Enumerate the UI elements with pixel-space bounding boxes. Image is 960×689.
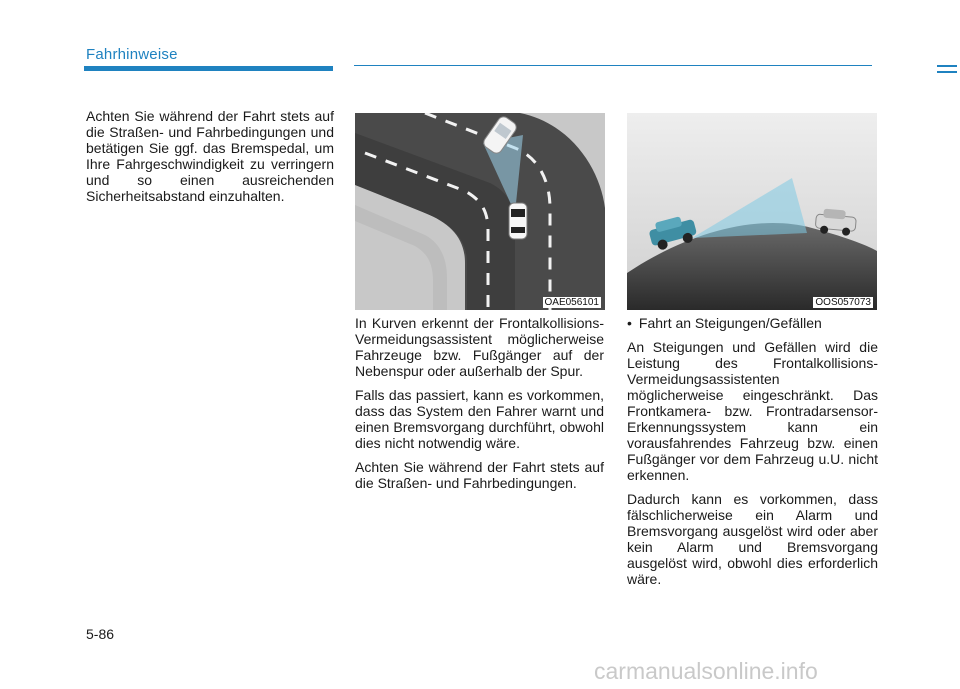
paragraph: Dadurch kann es vorkommen, dass fälschlicherweise ein Alarm und Bremsvorgang ausgelöst wird oder aber kein Alarm und Bremsvorgang ausgelöst wird, obwohl dies erforderlich wäre. — [627, 491, 878, 587]
paragraph: Achten Sie während der Fahrt stets auf die Straßen- und Fahrbedingungen. — [355, 459, 604, 491]
paragraph: An Steigungen und Gefällen wird die Leistung des Frontalkollisions-Vermeidungsassistenten möglicherweise eingeschränkt. Das Frontkamera- bzw. Frontradarsensor-Erkennungssystem kann ein vorausfahrendes Fahrzeug bzw. einen Fußgänger vor dem Fahrzeug u.U. nicht erkennen. — [627, 339, 878, 483]
figure-label: OOS057073 — [815, 297, 871, 308]
section-title: Fahrhinweise — [86, 46, 178, 63]
figure-curve-road — [355, 113, 605, 310]
paragraph: In Kurven erkennt der Frontalkollisions-Vermeidungsassistent möglicherweise Fahrzeuge bzw. Fußgänger auf der Nebenspur oder außerhalb der Spur. — [355, 315, 604, 379]
column-right — [627, 315, 878, 595]
header-mark-bottom — [937, 71, 957, 73]
figure-label: OAE056101 — [544, 297, 599, 308]
bullet-item — [627, 315, 878, 331]
bullet-text: Fahrt an Steigungen/Gefällen — [638, 315, 822, 331]
paragraph: Falls das passiert, kann es vorkommen, dass das System den Fahrer warnt und einen Bremsvorgang durchführt, obwohl dies nicht notwendig wäre. — [355, 387, 604, 451]
column-middle — [355, 315, 604, 499]
column-left — [86, 108, 334, 212]
curve-road-illustration — [355, 113, 605, 310]
header-mark-top — [937, 65, 957, 67]
header-bar-left — [84, 66, 333, 71]
header-rule-right — [354, 65, 872, 66]
watermark: carmanualsonline.info — [594, 658, 818, 684]
figure-hill — [627, 113, 877, 310]
hill-illustration — [627, 113, 877, 310]
paragraph: Achten Sie während der Fahrt stets auf die Straßen- und Fahrbedingungen und betätigen Sie ggf. das Bremspedal, um Ihre Fahrgeschwindigkeit zu verringern und so einen ausreichenden Sicherheitsabstand einzuhalten. — [86, 108, 334, 204]
page-number: 5-86 — [86, 626, 115, 642]
